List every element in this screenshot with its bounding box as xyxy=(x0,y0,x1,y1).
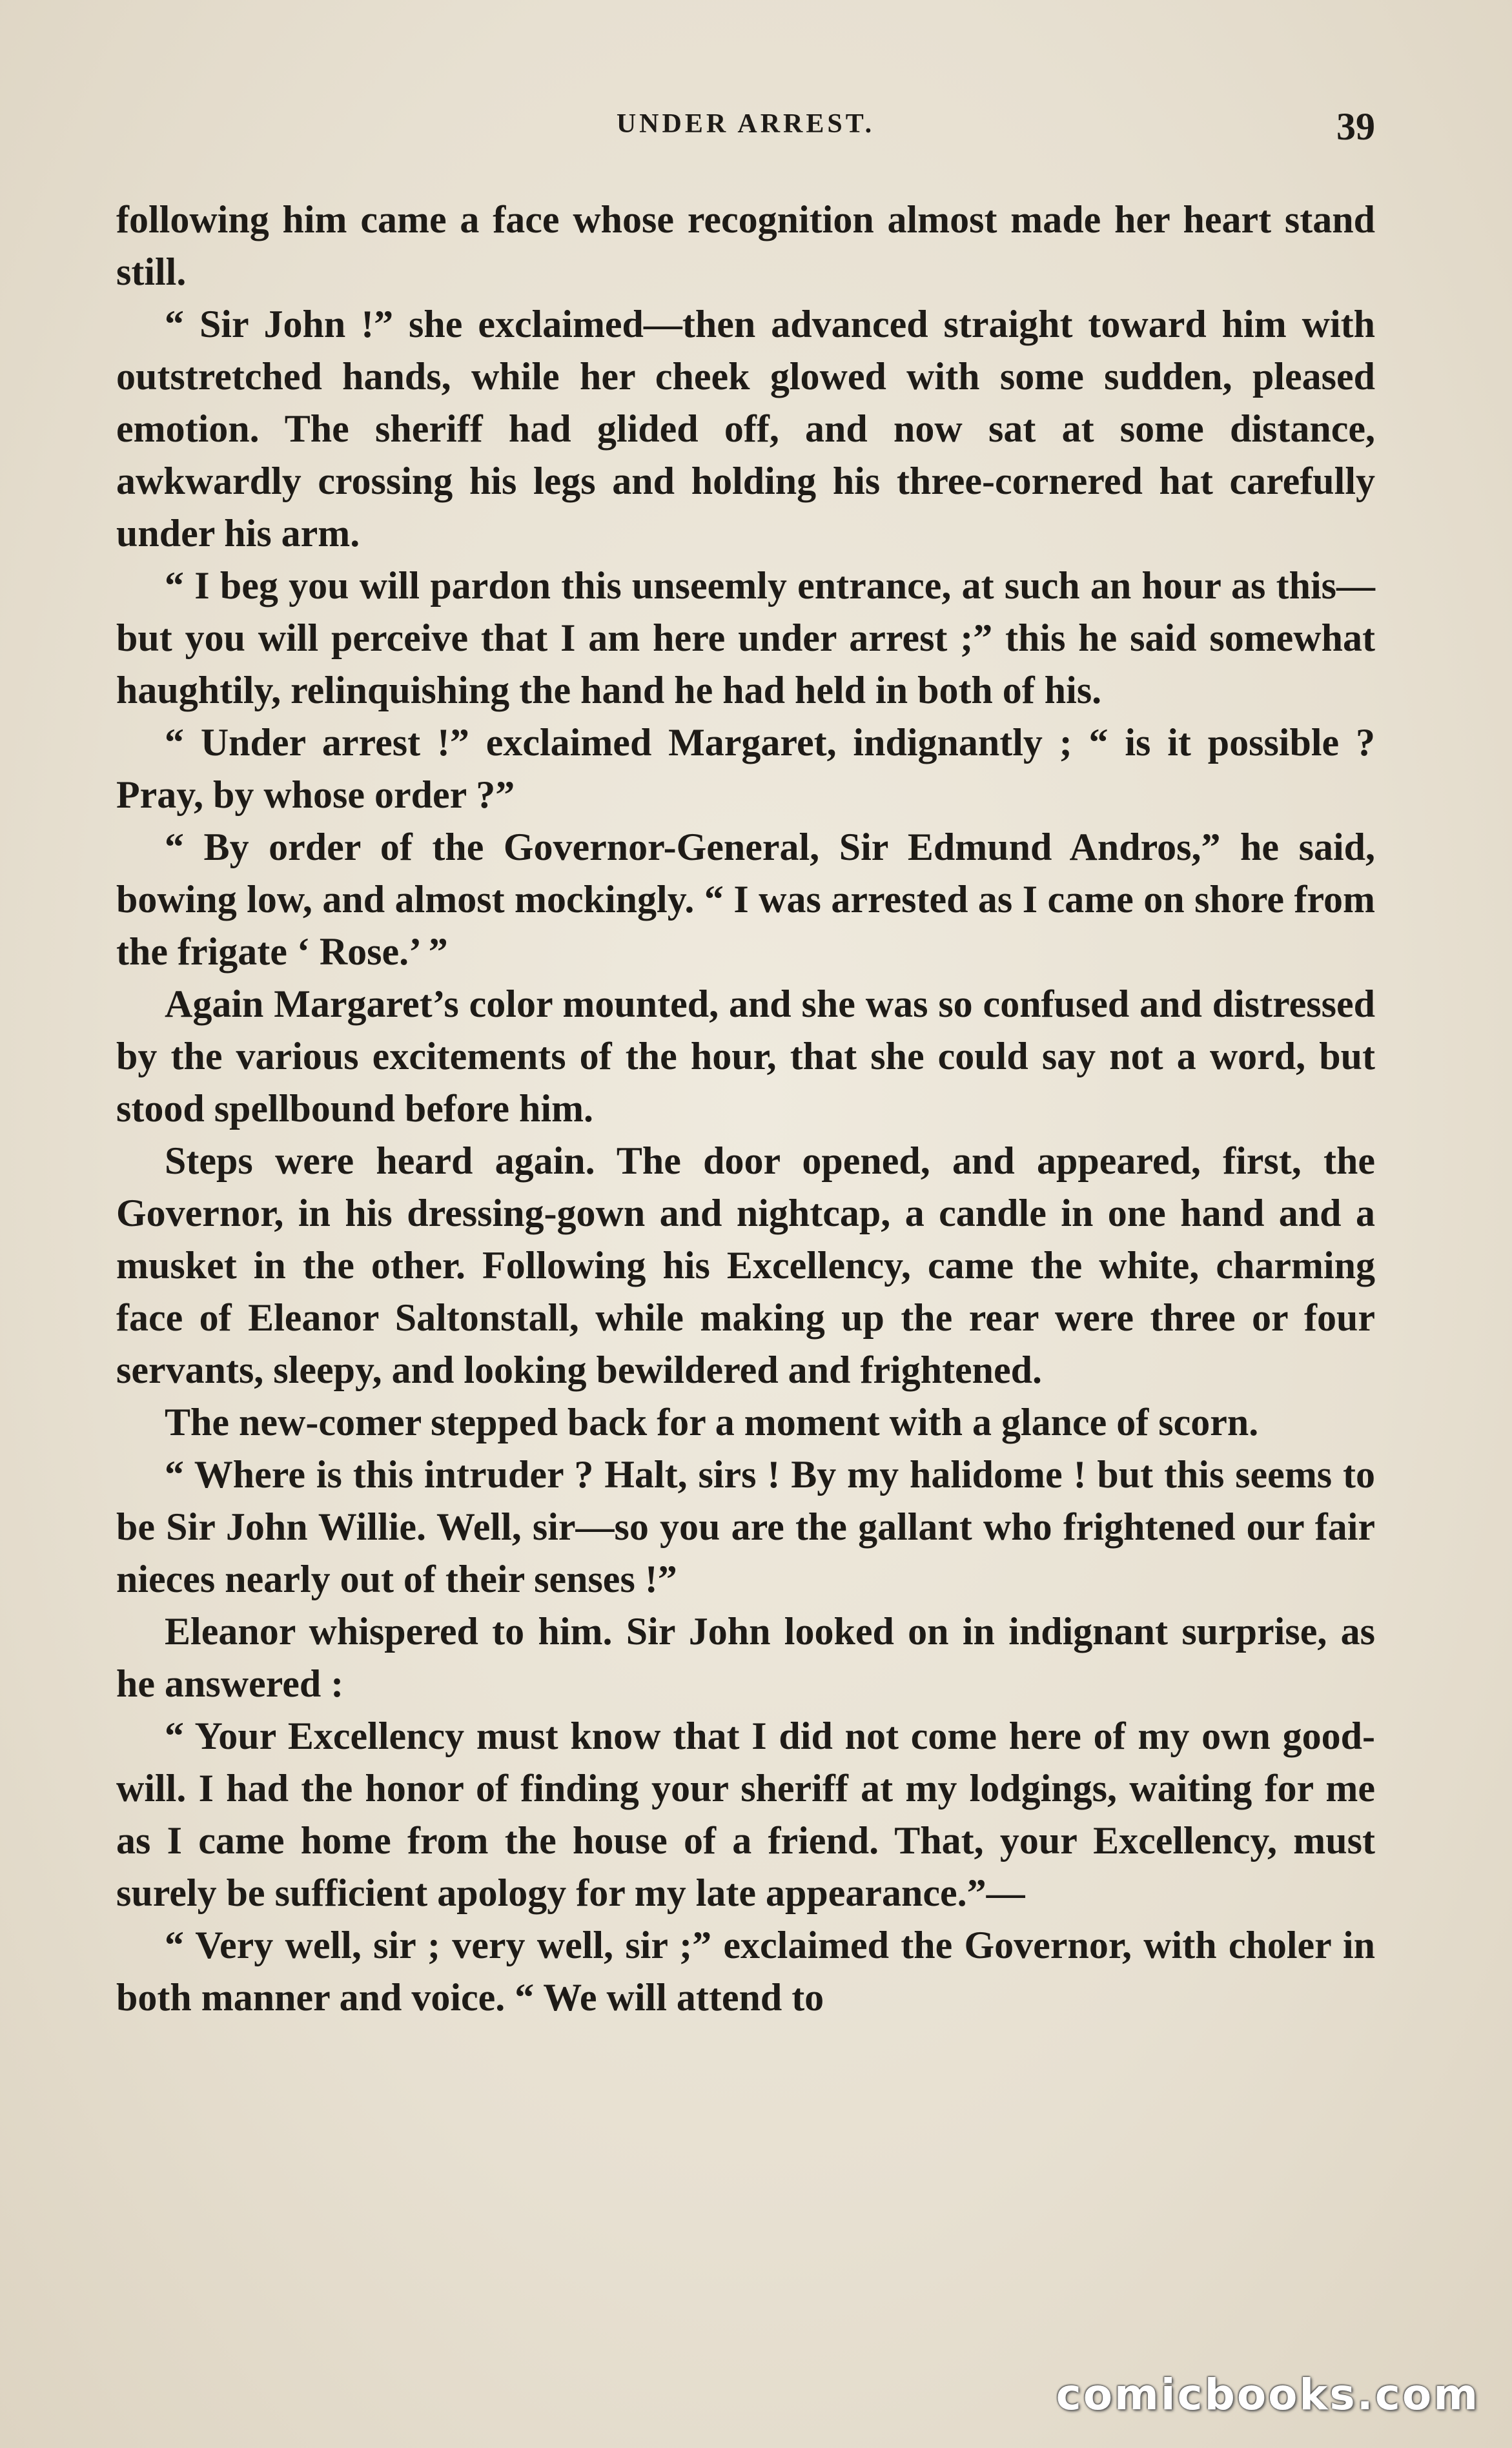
page-number: 39 xyxy=(1336,105,1375,148)
paragraph: “ Where is this intruder ? Halt, sirs ! By my halidome ! but this seems to be Sir John Willie. Well, sir—so you are the gallant who frightened our fair nieces nearly out of their senses !” xyxy=(116,1453,1375,1600)
paragraph: “ I beg you will pardon this unseemly entrance, at such an hour as this—but you will perceive that I am here under arrest ;” this he said somewhat haughtily, relinquishing the hand he had held in both of his. xyxy=(116,564,1375,711)
paragraph: Steps were heard again. The door opened, and appeared, first, the Governor, in his dressing-gown and nightcap, a candle in one hand and a musket in the other. Following his Excellency, came the white, charming face of Eleanor Saltonstall, while making up the rear were three or four servants, sleepy, and looking bewildered and frightened. xyxy=(116,1139,1375,1391)
running-head: UNDER ARREST. xyxy=(616,109,875,139)
paragraph: following him came a face whose recognition almost made her heart stand still. xyxy=(116,198,1375,293)
page-header xyxy=(116,105,1375,160)
paragraph: “ Sir John !” she exclaimed—then advanced straight toward him with outstretched hands, while her cheek glowed with some sudden, pleased emotion. The sheriff had glided off, and now sat at some distance, awkwardly crossing his legs and holding his three-cornered hat carefully under his arm. xyxy=(116,303,1375,555)
paragraph: “ Your Excellency must know that I did not come here of my own good-will. I had the honor of finding your sheriff at my lodgings, waiting for me as I came home from the house of a friend. That, your Excellency, must surely be sufficient apology for my late appearance.”— xyxy=(116,1715,1375,1914)
paragraph: “ Under arrest !” exclaimed Margaret, indignantly ; “ is it possible ? Pray, by whose order ?” xyxy=(116,721,1375,816)
body-text xyxy=(116,194,1375,2024)
paragraph: Again Margaret’s color mounted, and she was so confused and distressed by the various excitements of the hour, that she could say not a word, but stood spellbound before him. xyxy=(116,983,1375,1130)
watermark-text: comicbooks.com xyxy=(1056,2370,1480,2420)
paragraph: The new-comer stepped back for a moment with a glance of scorn. xyxy=(165,1401,1259,1443)
paragraph: “ Very well, sir ; very well, sir ;” exclaimed the Governor, with choler in both manner and voice. “ We will attend to xyxy=(116,1924,1375,2019)
paragraph: “ By order of the Governor-General, Sir Edmund Andros,” he said, bowing low, and almost mockingly. “ I was arrested as I came on shore from the frigate ‘ Rose.’ ” xyxy=(116,826,1375,973)
paragraph: Eleanor whispered to him. Sir John looked on in indignant surprise, as he answered : xyxy=(116,1610,1375,1705)
